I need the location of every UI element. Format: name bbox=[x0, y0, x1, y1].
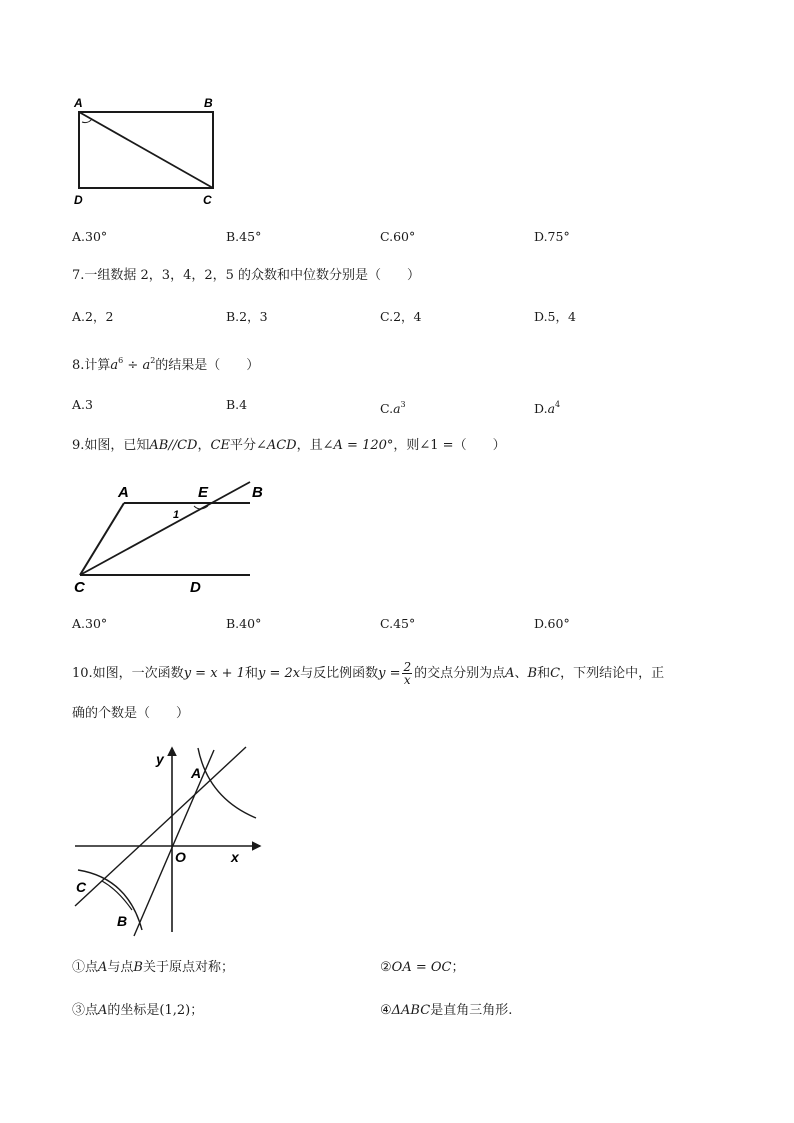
q8-exp2: 2 bbox=[150, 356, 156, 365]
q8-option-b[interactable]: B.4 bbox=[226, 397, 248, 412]
q9-stem-part5: ，则∠1 =（ ） bbox=[393, 438, 506, 453]
label-d: D bbox=[190, 579, 201, 596]
q10-and-2: 和 bbox=[537, 666, 551, 681]
c1-point-b: B bbox=[133, 960, 143, 975]
q9-option-b[interactable]: B.40° bbox=[226, 616, 262, 631]
q10-stem-part1: 10.如图，一次函数 bbox=[72, 666, 184, 681]
hyperbola-branch-2 bbox=[78, 870, 142, 930]
label-angle-1: 1 bbox=[173, 509, 180, 521]
q10-and: 和 bbox=[244, 666, 258, 681]
label-a: A bbox=[118, 484, 129, 501]
label-x: x bbox=[231, 849, 239, 865]
q10-function-1: y = x + 1 bbox=[183, 666, 245, 681]
q9-stem-part4: ，且 bbox=[296, 438, 323, 453]
label-d: D bbox=[74, 193, 83, 207]
c4-suffix: 是直角三角形. bbox=[430, 1003, 513, 1018]
q8-option-c-prefix: C. bbox=[380, 401, 394, 416]
c1-mid: 与点 bbox=[107, 960, 134, 975]
q10-stem-part3: 的交点分别为点 bbox=[414, 666, 506, 681]
q9-stem-part1: 9.如图，已知 bbox=[72, 438, 150, 453]
q10-stem-line1 bbox=[72, 660, 664, 688]
q9-option-a[interactable]: A.30° bbox=[72, 616, 108, 631]
label-b: B bbox=[117, 913, 128, 929]
q8-option-c[interactable] bbox=[380, 397, 406, 417]
c2-prefix: ② bbox=[380, 960, 392, 975]
q8-option-c-exp: 3 bbox=[400, 400, 406, 409]
label-a: A bbox=[191, 765, 202, 781]
q10-conclusion-4 bbox=[380, 1003, 512, 1019]
q10-point-c: C bbox=[550, 666, 561, 681]
rectangle-diagram bbox=[70, 92, 230, 212]
q8-base2: a bbox=[142, 358, 151, 373]
q8-option-d-base: a bbox=[547, 401, 556, 416]
q9-ab-cd: AB//CD bbox=[149, 438, 198, 453]
q8-operator: ÷ bbox=[123, 358, 143, 373]
q6-option-a[interactable]: A.30° bbox=[72, 229, 108, 244]
q7-option-d[interactable]: D.5，4 bbox=[534, 309, 576, 324]
function-graph-diagram bbox=[70, 740, 270, 940]
q8-option-d[interactable] bbox=[534, 397, 560, 417]
q8-option-d-prefix: D. bbox=[534, 401, 548, 416]
c2-expr: OA = OC bbox=[391, 960, 452, 975]
q7-option-b[interactable]: B.2，3 bbox=[226, 309, 268, 324]
q9-acd: ∠ACD bbox=[255, 438, 297, 453]
diagonal-ac bbox=[79, 112, 213, 188]
q10-conclusion-3 bbox=[72, 1003, 203, 1019]
label-a: A bbox=[74, 96, 83, 110]
q10-stem-line2: 确的个数是（ ） bbox=[72, 706, 190, 721]
q7-option-c[interactable]: C.2，4 bbox=[380, 309, 422, 324]
q8-option-c-base: a bbox=[393, 401, 401, 416]
q8-stem bbox=[72, 353, 259, 374]
label-o: O bbox=[175, 849, 186, 865]
q8-option-a[interactable]: A.3 bbox=[72, 397, 93, 412]
label-y: y bbox=[156, 751, 164, 767]
segment-ac bbox=[80, 503, 124, 575]
c3-point-a: A bbox=[98, 1003, 108, 1018]
parallel-lines-diagram bbox=[70, 476, 270, 600]
q7-option-a[interactable]: A.2，2 bbox=[72, 309, 114, 324]
q6-option-b[interactable]: B.45° bbox=[226, 229, 262, 244]
q9-angle-a: ∠A = 120° bbox=[322, 438, 394, 453]
q10-function-3-left: y = bbox=[378, 666, 401, 681]
label-e: E bbox=[198, 484, 209, 501]
segment-cb bbox=[102, 881, 132, 910]
q10-stem-part2: 与反比例函数 bbox=[300, 666, 379, 681]
q10-point-a: A bbox=[505, 666, 515, 681]
q9-option-c[interactable]: C.45° bbox=[380, 616, 416, 631]
ray-ce bbox=[80, 482, 250, 575]
c1-suffix: 关于原点对称； bbox=[142, 960, 234, 975]
rectangle-figure bbox=[70, 92, 230, 212]
c3-prefix: ③点 bbox=[72, 1003, 99, 1018]
q8-base1: a bbox=[110, 358, 119, 373]
q8-suffix: 的结果是（ ） bbox=[155, 358, 260, 373]
c3-coord: (1,2) bbox=[159, 1003, 191, 1018]
c4-expr: ΔABC bbox=[391, 1003, 431, 1018]
q10-stem-part4: ，下列结论中，正 bbox=[560, 666, 665, 681]
label-c: C bbox=[74, 579, 85, 596]
label-c: C bbox=[76, 879, 87, 895]
c1-prefix: ①点 bbox=[72, 960, 99, 975]
c3-mid: 的坐标是 bbox=[107, 1003, 160, 1018]
q9-ce: CE bbox=[210, 438, 230, 453]
q8-option-d-exp: 4 bbox=[555, 400, 561, 409]
c4-prefix: ④ bbox=[380, 1003, 392, 1018]
label-b: B bbox=[204, 96, 213, 110]
label-c: C bbox=[203, 193, 212, 207]
parallel-lines-figure bbox=[70, 476, 270, 600]
c2-suffix: ； bbox=[451, 960, 465, 975]
q10-conclusion-2 bbox=[380, 960, 464, 976]
q9-stem-part3: 平分 bbox=[229, 438, 256, 453]
line-y-x-plus-1 bbox=[75, 747, 246, 906]
q7-stem: 7.一组数据 2，3，4，2，5 的众数和中位数分别是（ ） bbox=[72, 268, 421, 283]
q8-exp1: 6 bbox=[118, 356, 124, 365]
q6-option-c[interactable]: C.60° bbox=[380, 229, 416, 244]
line-y-2x bbox=[134, 750, 214, 936]
q10-conclusion-1 bbox=[72, 960, 234, 976]
q8-prefix: 8.计算 bbox=[72, 358, 111, 373]
q10-fraction bbox=[402, 661, 412, 686]
q10-sep: 、 bbox=[514, 666, 528, 681]
function-graph-figure bbox=[70, 740, 270, 940]
q6-option-d[interactable]: D.75° bbox=[534, 229, 570, 244]
c3-suffix: ； bbox=[190, 1003, 204, 1018]
q10-fraction-den: x bbox=[403, 673, 411, 687]
label-b: B bbox=[252, 484, 263, 501]
q9-stem bbox=[72, 438, 506, 454]
c1-point-a: A bbox=[98, 960, 108, 975]
q10-function-2: y = 2x bbox=[257, 666, 301, 681]
q9-option-d[interactable]: D.60° bbox=[534, 616, 570, 631]
q10-point-b: B bbox=[527, 666, 538, 681]
q9-stem-part2: ， bbox=[197, 438, 211, 453]
q10-fraction-num: 2 bbox=[403, 660, 412, 674]
